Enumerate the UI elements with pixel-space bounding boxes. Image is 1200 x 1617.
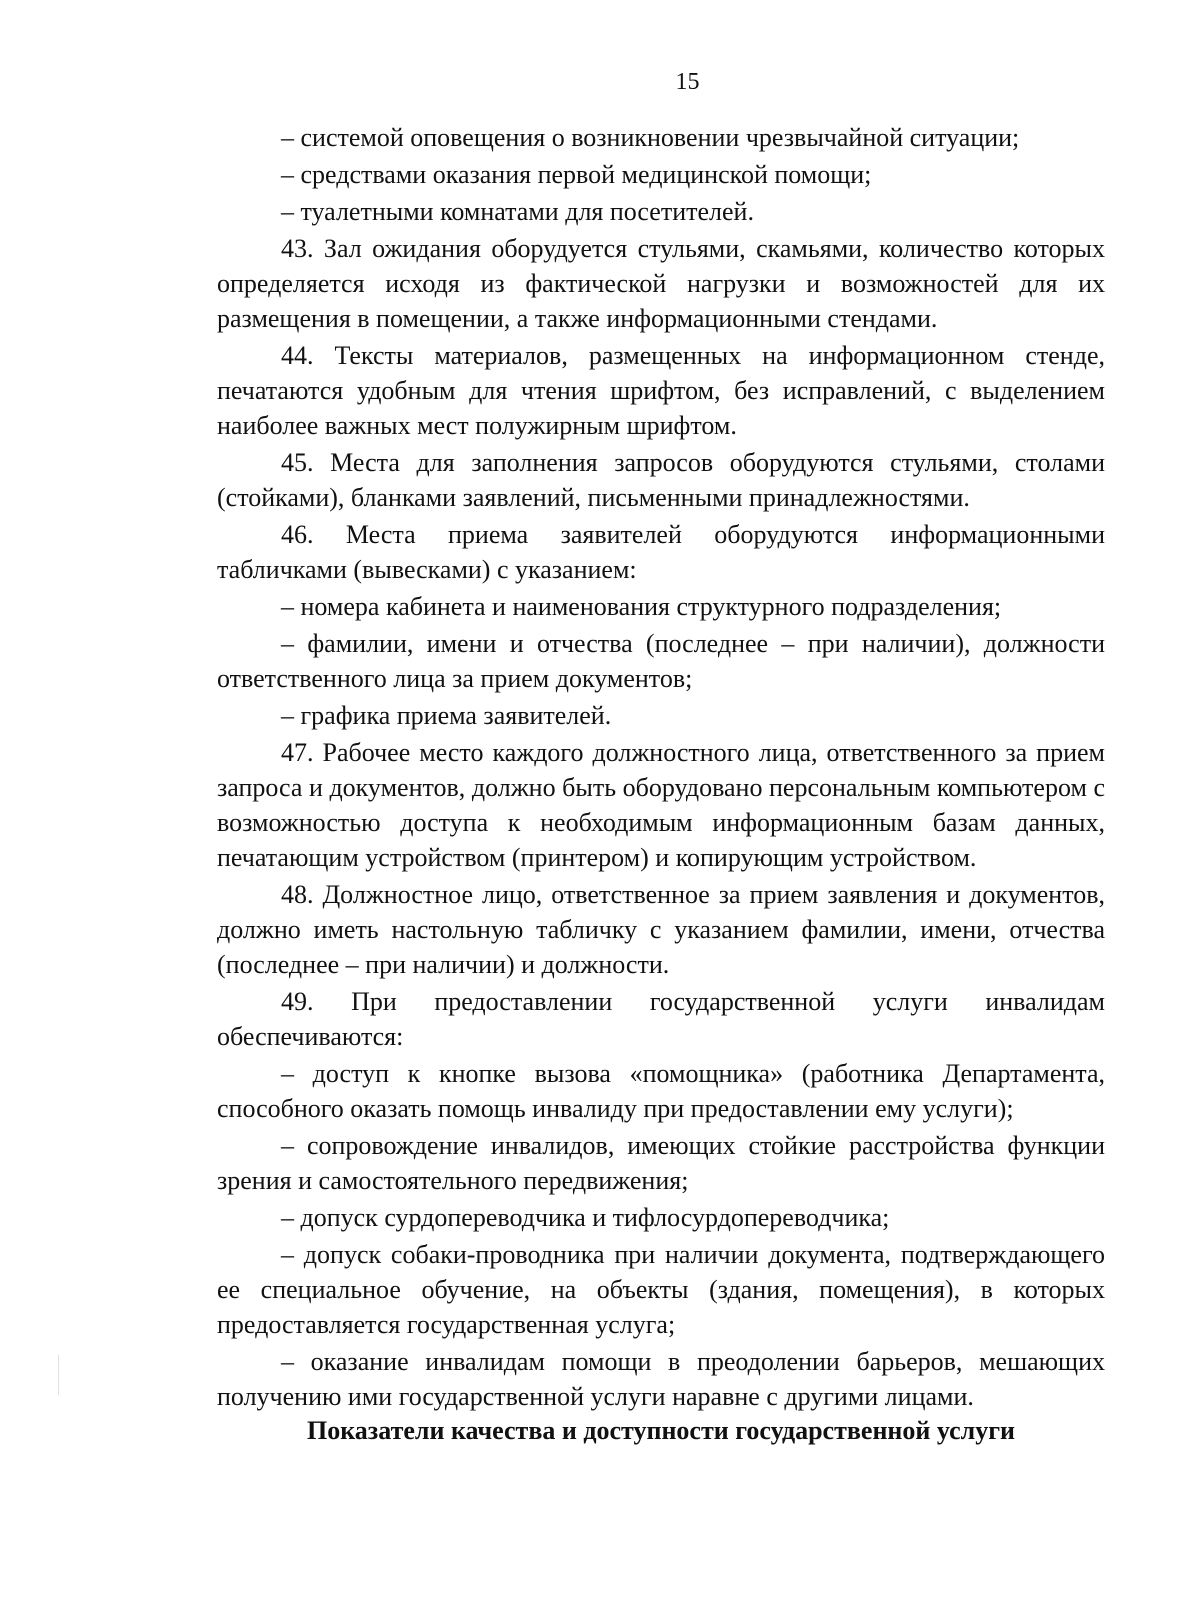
document-body [217,120,1105,1414]
scan-margin-mark [58,1355,59,1395]
paragraph-45: 45. Места для заполнения запросов оборудуются стульями, столами (стойками), бланками заявлений, письменными принадлежностями. [217,448,1105,512]
list-item-helper-button: – доступ к кнопке вызова «помощника» (работника Департамента, способного оказать помощь инвалиду при предоставлении ему услуги); [217,1059,1105,1123]
paragraph-44: 44. Тексты материалов, размещенных на информационном стенде, печатаются удобным для чтения шрифтом, без исправлений, с выделением наиболее важных мест полужирным шрифтом. [217,341,1105,440]
list-item-responsible-person: – фамилии, имени и отчества (последнее – при наличии), должности ответственного лица за прием документов; [217,629,1105,693]
paragraph-46: 46. Места приема заявителей оборудуются информационными табличками (вывесками) с указанием: [217,520,1105,584]
section-heading: Показатели качества и доступности государственной услуги [306,1416,1016,1445]
paragraph-47: 47. Рабочее место каждого должностного лица, ответственного за прием запроса и документов, должно быть оборудовано персональным компьютером с возможностью доступа к необходимым информационным базам данных, печатающим устройством (принтером) и копирующим устройством. [217,738,1105,872]
list-item-sign-interpreter: – допуск сурдопереводчика и тифлосурдопереводчика; [281,1203,890,1232]
list-item-barrier-assistance: – оказание инвалидам помощи в преодолении барьеров, мешающих получению ими государственной услуги наравне с другими лицами. [217,1347,1105,1411]
paragraph-43: 43. Зал ожидания оборудуется стульями, скамьями, количество которых определяется исходя из фактической нагрузки и возможностей для их размещения в помещении, а также информационными стендами. [217,234,1105,333]
list-item-schedule: – графика приема заявителей. [281,701,612,730]
paragraph-48: 48. Должностное лицо, ответственное за прием заявления и документов, должно иметь настольную табличку с указанием фамилии, имени, отчества (последнее – при наличии) и должности. [217,880,1105,979]
list-item-office-number: – номера кабинета и наименования структурного подразделения; [281,592,1002,621]
list-item-guide-dog: – допуск собаки-проводника при наличии документа, подтверждающего ее специальное обучение, на объекты (здания, помещения), в которых предоставляется государственная услуга; [217,1240,1105,1339]
list-item-first-aid: – средствами оказания первой медицинской помощи; [281,160,872,189]
list-item-notification-system: – системой оповещения о возникновении чрезвычайной ситуации; [281,123,1020,152]
list-item-toilets: – туалетными комнатами для посетителей. [281,197,754,226]
page-number: 15 [675,69,700,95]
list-item-escort: – сопровождение инвалидов, имеющих стойкие расстройства функции зрения и самостоятельного передвижения; [217,1131,1105,1195]
paragraph-49: 49. При предоставлении государственной услуги инвалидам обеспечиваются: [217,987,1105,1051]
